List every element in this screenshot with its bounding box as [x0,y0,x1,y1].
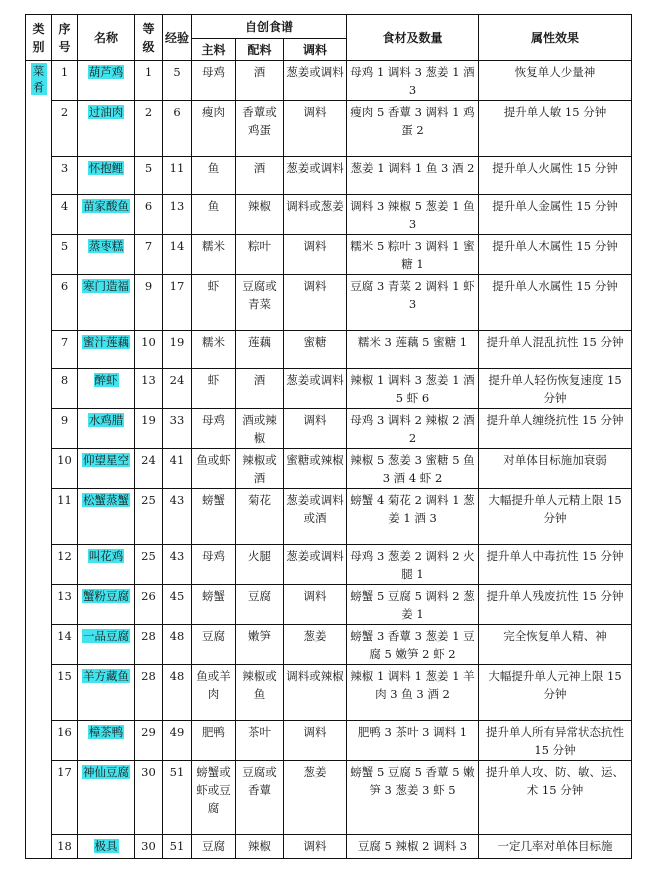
dish-name-cell-text: 叫花鸡 [88,549,124,563]
exp-cell: 51 [163,835,192,859]
dish-name-cell [78,101,135,157]
header-side: 配料 [236,39,284,61]
exp-cell: 51 [163,761,192,835]
table-row [26,761,632,835]
main-ingredient-cell: 虾 [192,275,236,331]
effect-cell: 提升单人金属性 15 分钟 [479,195,632,235]
table-row [26,195,632,235]
grade-cell: 28 [135,625,163,665]
dish-name-cell [78,585,135,625]
seq-cell: 4 [52,195,78,235]
header-name: 名称 [78,15,135,61]
main-ingredient-cell: 糯米 [192,331,236,369]
ingredients-cell: 辣椒 5 葱姜 3 蜜糖 5 鱼 3 酒 4 虾 2 [347,449,479,489]
exp-cell: 17 [163,275,192,331]
grade-cell: 2 [135,101,163,157]
dish-name-cell-text: 苗家酸鱼 [83,199,129,213]
exp-cell: 43 [163,489,192,545]
dish-name-cell [78,409,135,449]
ingredients-cell: 豆腐 3 青菜 2 调料 1 虾 3 [347,275,479,331]
main-ingredient-cell: 螃蟹 [192,585,236,625]
dish-name-cell-text: 蟹粉豆腐 [83,589,129,603]
effect-cell: 提升单人轻伤恢复速度 15 分钟 [479,369,632,409]
grade-cell: 29 [135,721,163,761]
header-grade: 等级 [135,15,163,61]
seq-cell: 13 [52,585,78,625]
category-label: 菜肴 [31,63,47,95]
dish-name-cell-text: 怀抱鲤 [88,161,124,175]
header-seasoning: 调料 [284,39,347,61]
side-ingredient-cell: 莲藕 [236,331,284,369]
exp-cell: 24 [163,369,192,409]
seq-cell: 17 [52,761,78,835]
effect-cell: 一定几率对单体目标施 [479,835,632,859]
main-ingredient-cell: 螃蟹 [192,489,236,545]
seq-cell: 6 [52,275,78,331]
dish-name-cell-text: 松蟹蒸蟹 [83,493,129,507]
seasoning-cell: 调料 [284,101,347,157]
ingredients-cell: 螃蟹 3 香蕈 3 葱姜 1 豆腐 5 嫩笋 2 虾 2 [347,625,479,665]
exp-cell: 33 [163,409,192,449]
recipe-table [25,14,632,859]
dish-name-cell-text: 寒门造福 [83,279,129,293]
recipe-table-body [26,61,632,859]
side-ingredient-cell: 辣椒或酒 [236,449,284,489]
effect-cell: 大幅提升单人元神上限 15 分钟 [479,665,632,721]
table-row [26,489,632,545]
effect-cell: 提升单人缠绕抗性 15 分钟 [479,409,632,449]
grade-cell: 1 [135,61,163,101]
grade-cell: 6 [135,195,163,235]
dish-name-cell-text: 一品豆腐 [83,629,129,643]
table-row [26,369,632,409]
grade-cell: 5 [135,157,163,195]
grade-cell: 7 [135,235,163,275]
seq-cell: 8 [52,369,78,409]
ingredients-cell: 调料 3 辣椒 5 葱姜 1 鱼 3 [347,195,479,235]
table-row [26,721,632,761]
effect-cell: 提升单人混乱抗性 15 分钟 [479,331,632,369]
seasoning-cell: 调料 [284,585,347,625]
dish-name-cell-text: 水鸡腊 [88,413,124,427]
seq-cell: 15 [52,665,78,721]
dish-name-cell-text: 蜜汁莲藕 [83,335,129,349]
dish-name-cell [78,449,135,489]
table-row [26,331,632,369]
seasoning-cell: 葱姜或调料 [284,545,347,585]
side-ingredient-cell: 辣椒或鱼 [236,665,284,721]
seq-cell: 18 [52,835,78,859]
seq-cell: 3 [52,157,78,195]
dish-name-cell [78,761,135,835]
main-ingredient-cell: 肥鸭 [192,721,236,761]
side-ingredient-cell: 酒 [236,369,284,409]
effect-cell: 提升单人攻、防、敏、运、术 15 分钟 [479,761,632,835]
side-ingredient-cell: 辣椒 [236,195,284,235]
seq-cell: 16 [52,721,78,761]
ingredients-cell: 辣椒 1 调料 3 葱姜 1 酒 5 虾 6 [347,369,479,409]
ingredients-cell: 母鸡 3 调料 2 辣椒 2 酒 2 [347,409,479,449]
side-ingredient-cell: 菊花 [236,489,284,545]
ingredients-cell: 糯米 5 粽叶 3 调料 1 蜜糖 1 [347,235,479,275]
exp-cell: 11 [163,157,192,195]
table-row [26,835,632,859]
exp-cell: 13 [163,195,192,235]
seq-cell: 2 [52,101,78,157]
effect-cell: 对单体目标施加衰弱 [479,449,632,489]
table-row [26,409,632,449]
effect-cell: 提升单人中毒抗性 15 分钟 [479,545,632,585]
seasoning-cell: 调料 [284,275,347,331]
header-exp: 经验 [163,15,192,61]
main-ingredient-cell: 瘦肉 [192,101,236,157]
exp-cell: 41 [163,449,192,489]
main-ingredient-cell: 鱼 [192,157,236,195]
ingredients-cell: 糯米 3 莲藕 5 蜜糖 1 [347,331,479,369]
seasoning-cell: 调料 [284,409,347,449]
table-row [26,665,632,721]
seasoning-cell: 葱姜或调料 [284,61,347,101]
effect-cell: 提升单人敏 15 分钟 [479,101,632,157]
exp-cell: 48 [163,665,192,721]
main-ingredient-cell: 母鸡 [192,545,236,585]
grade-cell: 25 [135,489,163,545]
seasoning-cell: 葱姜或调料 [284,157,347,195]
dish-name-cell-text: 仰望星空 [83,453,129,467]
grade-cell: 26 [135,585,163,625]
exp-cell: 14 [163,235,192,275]
header-category: 类别 [26,15,52,61]
effect-cell: 完全恢复单人精、神 [479,625,632,665]
side-ingredient-cell: 香蕈或鸡蛋 [236,101,284,157]
seq-cell: 5 [52,235,78,275]
grade-cell: 30 [135,761,163,835]
dish-name-cell [78,835,135,859]
seasoning-cell: 蜜糖或辣椒 [284,449,347,489]
main-ingredient-cell: 螃蟹或虾或豆腐 [192,761,236,835]
dish-name-cell [78,545,135,585]
effect-cell: 提升单人所有异常状态抗性 15 分钟 [479,721,632,761]
header-effect: 属性效果 [479,15,632,61]
dish-name-cell-text: 樟茶鸭 [88,725,124,739]
ingredients-cell: 母鸡 3 葱姜 2 调料 2 火腿 1 [347,545,479,585]
side-ingredient-cell: 豆腐或香蕈 [236,761,284,835]
seasoning-cell: 调料 [284,835,347,859]
side-ingredient-cell: 嫩笋 [236,625,284,665]
seq-cell: 7 [52,331,78,369]
grade-cell: 10 [135,331,163,369]
header-seq: 序号 [52,15,78,61]
grade-cell: 28 [135,665,163,721]
effect-cell: 提升单人残废抗性 15 分钟 [479,585,632,625]
seasoning-cell: 调料或葱姜 [284,195,347,235]
seasoning-cell: 葱姜或调料或酒 [284,489,347,545]
dish-name-cell [78,721,135,761]
table-row [26,61,632,101]
effect-cell: 提升单人水属性 15 分钟 [479,275,632,331]
seasoning-cell: 调料 [284,235,347,275]
grade-cell: 13 [135,369,163,409]
ingredients-cell: 辣椒 1 调料 1 葱姜 1 羊肉 3 鱼 3 酒 2 [347,665,479,721]
table-row [26,625,632,665]
dish-name-cell [78,625,135,665]
side-ingredient-cell: 粽叶 [236,235,284,275]
ingredients-cell: 瘦肉 5 香蕈 3 调料 1 鸡蛋 2 [347,101,479,157]
grade-cell: 19 [135,409,163,449]
seasoning-cell: 调料 [284,721,347,761]
side-ingredient-cell: 火腿 [236,545,284,585]
seasoning-cell: 葱姜或调料 [284,369,347,409]
dish-name-cell [78,369,135,409]
ingredients-cell: 螃蟹 5 豆腐 5 香蕈 5 嫩笋 3 葱姜 3 虾 5 [347,761,479,835]
ingredients-cell: 葱姜 1 调料 1 鱼 3 酒 2 [347,157,479,195]
ingredients-cell: 螃蟹 4 菊花 2 调料 1 葱姜 1 酒 3 [347,489,479,545]
header-self-recipe: 自创食谱 [192,15,347,39]
effect-cell: 恢复单人少量神 [479,61,632,101]
dish-name-cell-text: 羊方藏鱼 [83,669,129,683]
seq-cell: 11 [52,489,78,545]
header-ingredients: 食材及数量 [347,15,479,61]
dish-name-cell-text: 极具 [94,839,118,853]
table-row [26,235,632,275]
grade-cell: 25 [135,545,163,585]
ingredients-cell: 螃蟹 5 豆腐 5 调料 2 葱姜 1 [347,585,479,625]
category-cell [26,61,52,859]
exp-cell: 6 [163,101,192,157]
table-row [26,275,632,331]
exp-cell: 43 [163,545,192,585]
dish-name-cell-text: 蒸枣糕 [88,239,124,253]
dish-name-cell [78,195,135,235]
side-ingredient-cell: 酒或辣椒 [236,409,284,449]
dish-name-cell [78,489,135,545]
effect-cell: 提升单人火属性 15 分钟 [479,157,632,195]
main-ingredient-cell: 豆腐 [192,835,236,859]
table-row [26,157,632,195]
ingredients-cell: 母鸡 1 调料 3 葱姜 1 酒 3 [347,61,479,101]
side-ingredient-cell: 辣椒 [236,835,284,859]
dish-name-cell-text: 过油肉 [88,105,124,119]
dish-name-cell [78,157,135,195]
main-ingredient-cell: 鱼或虾 [192,449,236,489]
main-ingredient-cell: 母鸡 [192,409,236,449]
side-ingredient-cell: 豆腐或青菜 [236,275,284,331]
side-ingredient-cell: 豆腐 [236,585,284,625]
dish-name-cell [78,61,135,101]
exp-cell: 49 [163,721,192,761]
dish-name-cell-text: 葫芦鸡 [88,65,124,79]
grade-cell: 30 [135,835,163,859]
dish-name-cell-text: 醉虾 [94,373,118,387]
table-row [26,449,632,489]
seq-cell: 9 [52,409,78,449]
exp-cell: 19 [163,331,192,369]
seasoning-cell: 调料或辣椒 [284,665,347,721]
exp-cell: 5 [163,61,192,101]
seq-cell: 1 [52,61,78,101]
seasoning-cell: 葱姜 [284,761,347,835]
ingredients-cell: 肥鸭 3 茶叶 3 调料 1 [347,721,479,761]
seq-cell: 12 [52,545,78,585]
main-ingredient-cell: 鱼或羊肉 [192,665,236,721]
exp-cell: 45 [163,585,192,625]
seasoning-cell: 葱姜 [284,625,347,665]
main-ingredient-cell: 母鸡 [192,61,236,101]
effect-cell: 提升单人木属性 15 分钟 [479,235,632,275]
grade-cell: 9 [135,275,163,331]
grade-cell: 24 [135,449,163,489]
seq-cell: 14 [52,625,78,665]
header-main: 主料 [192,39,236,61]
dish-name-cell [78,275,135,331]
dish-name-cell [78,331,135,369]
table-row [26,585,632,625]
effect-cell: 大幅提升单人元精上限 15 分钟 [479,489,632,545]
side-ingredient-cell: 酒 [236,61,284,101]
main-ingredient-cell: 豆腐 [192,625,236,665]
dish-name-cell [78,665,135,721]
table-row [26,545,632,585]
side-ingredient-cell: 茶叶 [236,721,284,761]
dish-name-cell [78,235,135,275]
ingredients-cell: 豆腐 5 辣椒 2 调料 3 [347,835,479,859]
main-ingredient-cell: 糯米 [192,235,236,275]
side-ingredient-cell: 酒 [236,157,284,195]
table-row [26,101,632,157]
exp-cell: 48 [163,625,192,665]
main-ingredient-cell: 鱼 [192,195,236,235]
dish-name-cell-text: 神仙豆腐 [83,765,129,779]
seq-cell: 10 [52,449,78,489]
seasoning-cell: 蜜糖 [284,331,347,369]
main-ingredient-cell: 虾 [192,369,236,409]
